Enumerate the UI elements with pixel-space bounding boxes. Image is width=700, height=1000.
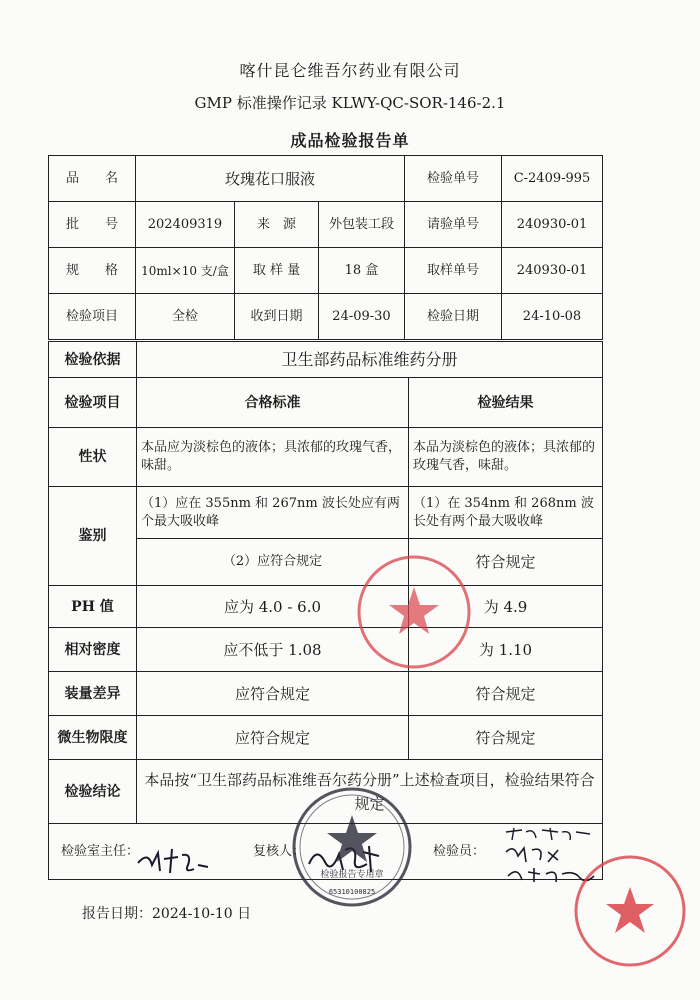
spec: 10ml×10 支/盒 [136, 248, 235, 294]
source: 外包装工段 [319, 202, 405, 248]
request-no: 240930-01 [502, 202, 603, 248]
row-item-density: 相对密度 [49, 628, 137, 672]
row-item-appearance: 性状 [49, 428, 137, 487]
test-item-label: 检验项目 [49, 294, 136, 340]
row-result-density: 为 1.10 [409, 628, 603, 672]
sample-no: 240930-01 [502, 248, 603, 294]
row-result-identification-2: 符合规定 [409, 539, 603, 586]
spec-label: 规 格 [49, 248, 136, 294]
basis-value: 卫生部药品标准维药分册 [137, 342, 603, 378]
stamp-text: 检验报告专用章 [320, 870, 384, 880]
product-name: 玫瑰花口服液 [136, 156, 405, 202]
sample-no-label: 取样单号 [405, 248, 502, 294]
report-title: 成品检验报告单 [290, 131, 410, 150]
received-label: 收到日期 [235, 294, 319, 340]
reviewer-label: 复核人： [253, 844, 306, 859]
col-header-standard: 合格标准 [137, 378, 409, 428]
received: 24-09-30 [319, 294, 405, 340]
row-item-fill-variance: 装量差异 [49, 672, 137, 716]
stamp-code: 65310100825 [328, 888, 376, 896]
row-result-identification-1: （1）在 354nm 和 268nm 波长处有两个最大吸收峰 [409, 487, 603, 539]
row-result-ph: 为 4.9 [409, 586, 603, 628]
test-no-label: 检验单号 [405, 156, 502, 202]
inspection-report-stamp [290, 785, 415, 910]
test-date-label: 检验日期 [405, 294, 502, 340]
row-standard-density: 应不低于 1.08 [137, 628, 409, 672]
basis-label: 检验依据 [49, 342, 137, 378]
row-standard-microbial: 应符合规定 [137, 716, 409, 760]
record-code: GMP 标准操作记录 KLWY-QC-SOR-146-2.1 [194, 94, 506, 112]
row-item-ph: PH 值 [49, 586, 137, 628]
col-header-item: 检验项目 [49, 378, 137, 428]
info-table [48, 155, 603, 340]
batch-label: 批 号 [49, 202, 136, 248]
row-result-appearance: 本品为淡棕色的液体；具浓郁的玫瑰气香，味甜。 [409, 428, 603, 487]
row-standard-identification-2: （2）应符合规定 [137, 539, 409, 586]
batch: 202409319 [136, 202, 235, 248]
row-item-identification: 鉴别 [49, 487, 137, 586]
request-no-label: 请验单号 [405, 202, 502, 248]
source-label: 来 源 [235, 202, 319, 248]
inspector-label: 检验员： [433, 844, 486, 859]
row-standard-appearance: 本品应为淡棕色的液体；具浓郁的玫瑰气香，味甜。 [137, 428, 409, 487]
quality-management-stamp [572, 853, 688, 969]
test-no: C-2409-995 [502, 156, 603, 202]
row-result-microbial: 符合规定 [409, 716, 603, 760]
test-item: 全检 [136, 294, 235, 340]
row-result-fill-variance: 符合规定 [409, 672, 603, 716]
report-date: 报告日期：2024-10-10 日 [82, 906, 252, 922]
row-item-microbial: 微生物限度 [49, 716, 137, 760]
sample-qty-label: 取 样 量 [235, 248, 319, 294]
lab-head-label: 检验室主任： [61, 844, 140, 859]
company-seal-stamp [355, 553, 473, 671]
conclusion-label: 检验结论 [49, 760, 137, 824]
row-standard-fill-variance: 应符合规定 [137, 672, 409, 716]
row-standard-identification-1: （1）应在 355nm 和 267nm 波长处应有两个最大吸收峰 [137, 487, 409, 539]
conclusion-text: 本品按“卫生部药品标准维吾尔药分册”上述检查项目，检验结果符合规定 [137, 760, 603, 824]
product-name-label: 品 名 [49, 156, 136, 202]
company-name: 喀什昆仑维吾尔药业有限公司 [239, 61, 461, 80]
test-date: 24-10-08 [502, 294, 603, 340]
sample-qty: 18 盒 [319, 248, 405, 294]
col-header-result: 检验结果 [409, 378, 603, 428]
lab-head-signature [134, 843, 214, 877]
row-standard-ph: 应为 4.0 - 6.0 [137, 586, 409, 628]
